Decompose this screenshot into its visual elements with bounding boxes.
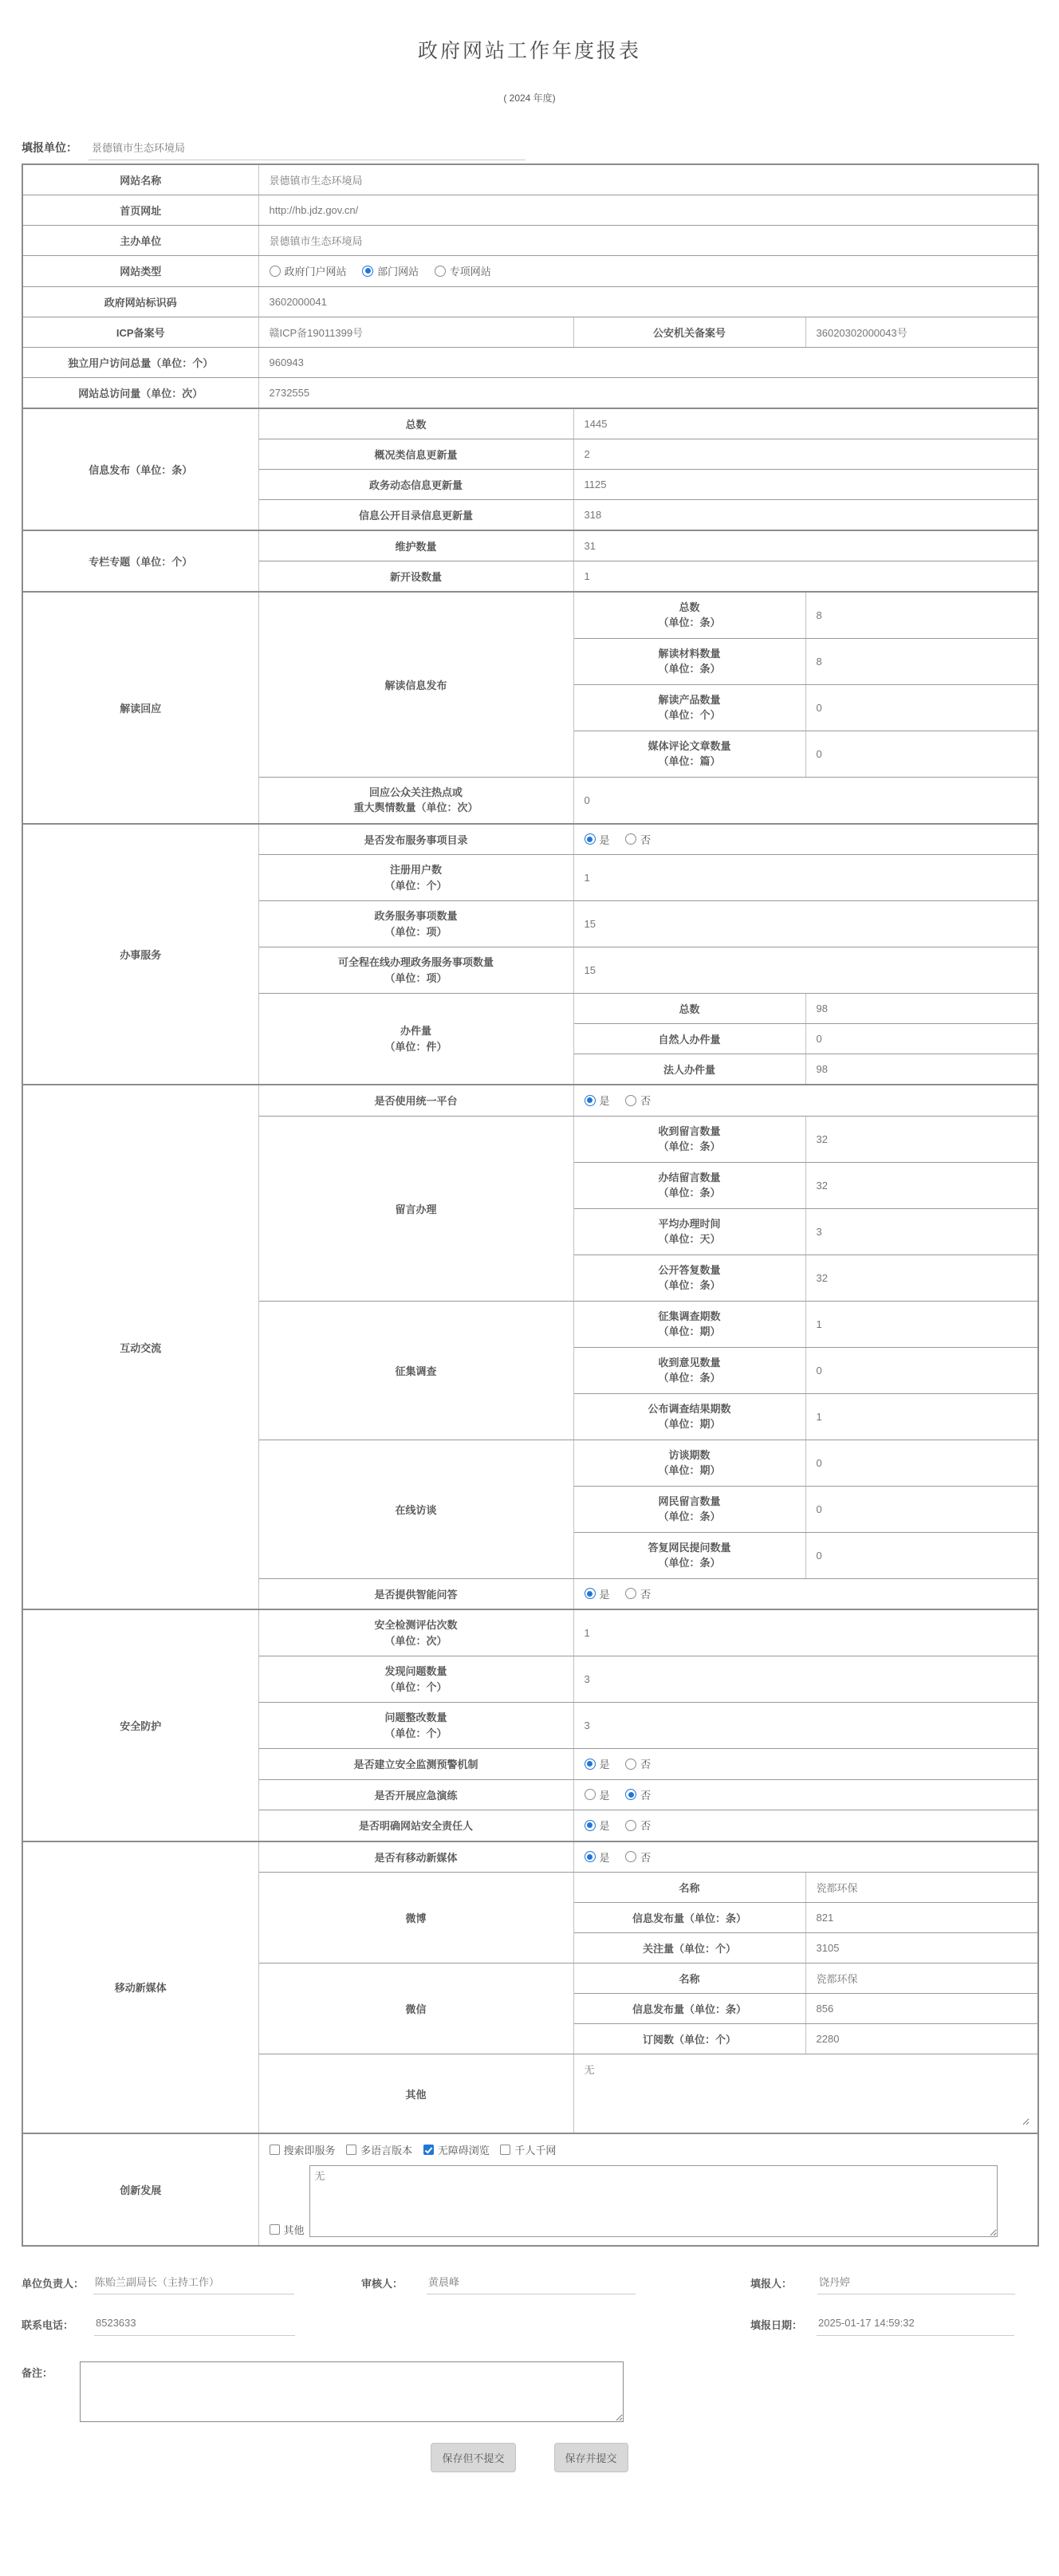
radio-icon[interactable] bbox=[625, 1820, 636, 1831]
field-value: 0 bbox=[573, 777, 1038, 824]
checkbox-option-accessibility[interactable]: 无障碍浏览 bbox=[423, 2142, 490, 2157]
field-value: 3105 bbox=[805, 1933, 1038, 1964]
field-label: ICP备案号 bbox=[22, 317, 258, 347]
field-value: 31 bbox=[573, 530, 1038, 561]
radio-icon[interactable] bbox=[625, 1789, 636, 1800]
radio-icon[interactable] bbox=[362, 266, 373, 277]
section-label-interaction: 互动交流 bbox=[22, 1085, 258, 1609]
leader-field bbox=[22, 2274, 294, 2294]
field-label: 收到意见数量 （单位：条） bbox=[573, 1347, 805, 1393]
field-value: 3 bbox=[805, 1208, 1038, 1255]
section-label-service: 办事服务 bbox=[22, 824, 258, 1085]
date-input[interactable] bbox=[817, 2315, 1014, 2336]
radio-icon[interactable] bbox=[625, 1759, 636, 1770]
section-label-info-publish: 信息发布（单位：条） bbox=[22, 408, 258, 530]
field-label: 主办单位 bbox=[22, 226, 258, 256]
field-value: 32 bbox=[805, 1255, 1038, 1301]
other-media-textarea[interactable] bbox=[585, 2062, 1030, 2125]
field-label: 维护数量 bbox=[258, 530, 573, 561]
group-label-interpret-publish: 解读信息发布 bbox=[258, 592, 573, 778]
table-row bbox=[22, 317, 1038, 347]
radio-option-no[interactable]: 否 bbox=[625, 1818, 651, 1833]
field-label: 回应公众关注热点或 重大舆情数量（单位：次） bbox=[258, 777, 573, 824]
remark-label: 备注： bbox=[22, 2367, 53, 2379]
field-label: 独立用户访问总量（单位：个） bbox=[22, 347, 258, 377]
field-label: 发现问题数量 （单位：个） bbox=[258, 1656, 573, 1703]
leader-input[interactable] bbox=[93, 2274, 294, 2294]
report-unit-row bbox=[22, 140, 1037, 160]
field-value: 瓷都环保 bbox=[805, 1873, 1038, 1903]
checkbox-icon[interactable] bbox=[423, 2145, 434, 2155]
group-label-messages: 留言办理 bbox=[258, 1116, 573, 1301]
radio-icon[interactable] bbox=[625, 833, 636, 845]
remark-textarea[interactable] bbox=[80, 2361, 624, 2422]
field-label: 平均办理时间 （单位：天） bbox=[573, 1208, 805, 1255]
field-value: 2 bbox=[573, 439, 1038, 469]
field-label: 解读产品数量 （单位：个） bbox=[573, 684, 805, 731]
group-label-weibo: 微博 bbox=[258, 1873, 573, 1964]
table-row bbox=[22, 2133, 1038, 2246]
table-row bbox=[22, 256, 1038, 287]
radio-icon[interactable] bbox=[625, 1095, 636, 1106]
field-value: 98 bbox=[805, 1054, 1038, 1085]
remark-field bbox=[22, 2361, 1037, 2422]
field-value: 15 bbox=[573, 901, 1038, 947]
field-label: 信息公开目录信息更新量 bbox=[258, 499, 573, 530]
home-url-value: http://hb.jdz.gov.cn/ bbox=[258, 195, 1038, 226]
field-label: 安全检测评估次数 （单位：次） bbox=[258, 1609, 573, 1656]
table-row bbox=[22, 226, 1038, 256]
field-label: 关注量（单位：个） bbox=[573, 1933, 805, 1964]
has-media-options bbox=[573, 1841, 1038, 1873]
field-label: 答复网民提问数量 （单位：条） bbox=[573, 1532, 805, 1578]
checkbox-icon[interactable] bbox=[346, 2145, 356, 2155]
section-label-interpretation: 解读回应 bbox=[22, 592, 258, 824]
group-label-volume: 办件量 （单位：件） bbox=[258, 994, 573, 1085]
field-value: 0 bbox=[805, 1024, 1038, 1054]
radio-label: 部门网站 bbox=[377, 266, 419, 278]
checkbox-icon[interactable] bbox=[500, 2145, 510, 2155]
field-label: 新开设数量 bbox=[258, 561, 573, 592]
emergency-drill-options bbox=[573, 1779, 1038, 1810]
section-label-security: 安全防护 bbox=[22, 1609, 258, 1841]
date-field bbox=[750, 2315, 1014, 2336]
radio-option-portal[interactable] bbox=[270, 263, 347, 278]
field-value: 856 bbox=[805, 1994, 1038, 2024]
field-label: 媒体评论文章数量 （单位：篇） bbox=[573, 731, 805, 777]
phone-field bbox=[22, 2315, 295, 2336]
field-value: 0 bbox=[805, 731, 1038, 777]
field-label: 政务服务事项数量 （单位：项） bbox=[258, 901, 573, 947]
field-label: 问题整改数量 （单位：个） bbox=[258, 1703, 573, 1749]
field-value: 0 bbox=[805, 1347, 1038, 1393]
field-value: 2280 bbox=[805, 2024, 1038, 2054]
field-label: 信息发布量（单位：条） bbox=[573, 1994, 805, 2024]
radio-option-no[interactable]: 否 bbox=[625, 1849, 651, 1865]
radio-icon[interactable] bbox=[585, 833, 596, 845]
field-label: 解读材料数量 （单位：条） bbox=[573, 638, 805, 684]
checkbox-option-other[interactable]: 其他 bbox=[270, 2222, 305, 2237]
checkbox-icon[interactable] bbox=[270, 2224, 280, 2235]
field-label: 公安机关备案号 bbox=[573, 317, 805, 347]
unified-platform-options bbox=[573, 1085, 1038, 1116]
field-label: 政务动态信息更新量 bbox=[258, 469, 573, 499]
section-label-new-media: 移动新媒体 bbox=[22, 1841, 258, 2134]
report-unit-label: 填报单位： bbox=[22, 141, 77, 154]
radio-icon[interactable] bbox=[625, 1851, 636, 1862]
checkbox-option-qianren[interactable]: 千人千网 bbox=[500, 2142, 556, 2157]
table-row bbox=[22, 408, 1038, 439]
radio-option-special[interactable] bbox=[435, 263, 491, 278]
annual-report-table bbox=[22, 163, 1039, 2247]
field-label: 访谈期数 （单位：期） bbox=[573, 1440, 805, 1486]
other-media-cell bbox=[573, 2054, 1038, 2134]
field-label: 收到留言数量 （单位：条） bbox=[573, 1116, 805, 1162]
field-label: 总数 （单位：条） bbox=[573, 592, 805, 639]
field-value: 0 bbox=[805, 1440, 1038, 1486]
field-value: 32 bbox=[805, 1116, 1038, 1162]
radio-icon[interactable] bbox=[585, 1759, 596, 1770]
radio-label: 政府门户网站 bbox=[284, 266, 347, 278]
filler-label: 填报人： bbox=[750, 2278, 793, 2290]
field-label: 网站名称 bbox=[22, 164, 258, 195]
radio-icon[interactable] bbox=[585, 1851, 596, 1862]
field-label: 法人办件量 bbox=[573, 1054, 805, 1085]
field-value: 1125 bbox=[573, 469, 1038, 499]
phone-label: 联系电话： bbox=[22, 2319, 74, 2331]
field-value: 318 bbox=[573, 499, 1038, 530]
form-footer bbox=[22, 2274, 1037, 2472]
icp-value: 赣ICP备19011399号 bbox=[258, 317, 573, 347]
field-label: 名称 bbox=[573, 1873, 805, 1903]
field-label: 是否有移动新媒体 bbox=[258, 1841, 573, 1873]
innovation-cell bbox=[258, 2133, 1038, 2246]
field-label: 是否使用统一平台 bbox=[258, 1085, 573, 1116]
service-catalog-options bbox=[573, 824, 1038, 855]
table-row bbox=[22, 286, 1038, 317]
site-name-value: 景德镇市生态环境局 bbox=[258, 164, 1038, 195]
field-label: 是否明确网站安全责任人 bbox=[258, 1810, 573, 1841]
field-label: 概况类信息更新量 bbox=[258, 439, 573, 469]
radio-icon[interactable] bbox=[435, 266, 446, 277]
field-value: 32 bbox=[805, 1162, 1038, 1208]
field-value: 0 bbox=[805, 1532, 1038, 1578]
table-row bbox=[22, 377, 1038, 408]
checkbox-option-search-service[interactable]: 搜索即服务 bbox=[270, 2142, 336, 2157]
radio-label: 专项网站 bbox=[449, 266, 491, 278]
group-label-interview: 在线访谈 bbox=[258, 1440, 573, 1578]
filler-input[interactable] bbox=[817, 2274, 1015, 2294]
table-row bbox=[22, 164, 1038, 195]
field-label: 可全程在线办理政务服务事项数量 （单位：项） bbox=[258, 947, 573, 994]
reviewer-label: 审核人： bbox=[361, 2278, 404, 2290]
table-row bbox=[22, 1085, 1038, 1116]
field-value: 1 bbox=[573, 561, 1038, 592]
radio-option-yes[interactable]: 是 bbox=[585, 1849, 610, 1865]
field-label: 政府网站标识码 bbox=[22, 286, 258, 317]
radio-option-yes[interactable]: 是 bbox=[585, 1787, 610, 1802]
radio-icon[interactable] bbox=[625, 1588, 636, 1599]
table-row bbox=[22, 1609, 1038, 1656]
field-label: 信息发布量（单位：条） bbox=[573, 1903, 805, 1933]
radio-icon[interactable] bbox=[585, 1789, 596, 1800]
unique-visitors-value: 960943 bbox=[258, 347, 1038, 377]
field-value: 3 bbox=[573, 1656, 1038, 1703]
field-value: 瓷都环保 bbox=[805, 1964, 1038, 1994]
field-value: 1 bbox=[573, 1609, 1038, 1656]
radio-option-no[interactable]: 否 bbox=[625, 1586, 651, 1601]
field-label: 总数 bbox=[258, 408, 573, 439]
field-value: 8 bbox=[805, 638, 1038, 684]
table-row bbox=[22, 195, 1038, 226]
table-row bbox=[22, 530, 1038, 561]
radio-icon[interactable] bbox=[270, 266, 281, 277]
save-submit-button[interactable]: 保存并提交 bbox=[554, 2443, 628, 2472]
reviewer-field bbox=[361, 2274, 636, 2294]
radio-icon[interactable] bbox=[585, 1820, 596, 1831]
section-label-innovation: 创新发展 bbox=[22, 2133, 258, 2246]
field-label: 是否发布服务事项目录 bbox=[258, 824, 573, 855]
radio-option-yes[interactable]: 是 bbox=[585, 1756, 610, 1771]
field-label: 公开答复数量 （单位：条） bbox=[573, 1255, 805, 1301]
checkbox-icon[interactable] bbox=[270, 2145, 280, 2155]
checkbox-option-multilingual[interactable]: 多语言版本 bbox=[346, 2142, 412, 2157]
field-label: 自然人办件量 bbox=[573, 1024, 805, 1054]
field-value: 1445 bbox=[573, 408, 1038, 439]
field-label: 公布调查结果期数 （单位：期） bbox=[573, 1393, 805, 1440]
radio-option-no[interactable]: 否 bbox=[625, 1787, 651, 1802]
field-label: 网民留言数量 （单位：条） bbox=[573, 1486, 805, 1532]
report-unit-value: 景德镇市生态环境局 bbox=[89, 140, 526, 160]
field-label: 办结留言数量 （单位：条） bbox=[573, 1162, 805, 1208]
field-label: 网站类型 bbox=[22, 256, 258, 287]
field-value: 1 bbox=[573, 855, 1038, 901]
site-code-value: 3602000041 bbox=[258, 286, 1038, 317]
security-monitor-options bbox=[573, 1749, 1038, 1780]
radio-option-yes[interactable]: 是 bbox=[585, 1586, 610, 1601]
radio-option-yes[interactable]: 是 bbox=[585, 832, 610, 847]
field-label: 总数 bbox=[573, 994, 805, 1024]
site-type-options bbox=[258, 256, 1038, 287]
field-value: 0 bbox=[805, 1486, 1038, 1532]
section-label-special-columns: 专栏专题（单位：个） bbox=[22, 530, 258, 592]
field-value: 0 bbox=[805, 684, 1038, 731]
field-value: 3 bbox=[573, 1703, 1038, 1749]
page-subtitle: ( 2024 年度) bbox=[503, 93, 556, 104]
field-label: 征集调查期数 （单位：期） bbox=[573, 1301, 805, 1347]
field-label: 名称 bbox=[573, 1964, 805, 1994]
table-row bbox=[22, 1841, 1038, 1873]
radio-option-department[interactable] bbox=[362, 263, 419, 278]
field-label: 网站总访问量（单位：次） bbox=[22, 377, 258, 408]
radio-icon[interactable] bbox=[585, 1588, 596, 1599]
field-value: 1 bbox=[805, 1393, 1038, 1440]
field-value: 98 bbox=[805, 994, 1038, 1024]
radio-option-no[interactable]: 否 bbox=[625, 832, 651, 847]
radio-option-yes[interactable]: 是 bbox=[585, 1093, 610, 1108]
action-buttons bbox=[22, 2443, 1037, 2472]
host-unit-value: 景德镇市生态环境局 bbox=[258, 226, 1038, 256]
table-row bbox=[22, 592, 1038, 639]
smart-qa-options bbox=[573, 1578, 1038, 1609]
police-record-value: 36020302000043号 bbox=[805, 317, 1038, 347]
field-value: 1 bbox=[805, 1301, 1038, 1347]
leader-label: 单位负责人： bbox=[22, 2278, 85, 2290]
group-label-survey: 征集调查 bbox=[258, 1301, 573, 1440]
field-label: 注册用户数 （单位：个） bbox=[258, 855, 573, 901]
radio-icon[interactable] bbox=[585, 1095, 596, 1106]
radio-option-no[interactable]: 否 bbox=[625, 1756, 651, 1771]
reviewer-input[interactable] bbox=[427, 2274, 636, 2294]
field-label: 是否建立安全监测预警机制 bbox=[258, 1749, 573, 1780]
filler-field bbox=[750, 2274, 1015, 2294]
table-row bbox=[22, 347, 1038, 377]
total-visits-value: 2732555 bbox=[258, 377, 1038, 408]
group-label-other-media: 其他 bbox=[258, 2054, 573, 2134]
phone-input[interactable] bbox=[94, 2315, 295, 2336]
radio-option-no[interactable]: 否 bbox=[625, 1093, 651, 1108]
date-label: 填报日期： bbox=[750, 2319, 803, 2331]
field-label: 是否开展应急演练 bbox=[258, 1779, 573, 1810]
radio-option-yes[interactable]: 是 bbox=[585, 1818, 610, 1833]
field-value: 15 bbox=[573, 947, 1038, 994]
table-row bbox=[22, 824, 1038, 855]
field-value: 821 bbox=[805, 1903, 1038, 1933]
page-title: 政府网站工作年度报表 bbox=[417, 40, 641, 62]
field-label: 订阅数（单位：个） bbox=[573, 2024, 805, 2054]
field-value: 8 bbox=[805, 592, 1038, 639]
group-label-wechat: 微信 bbox=[258, 1964, 573, 2054]
field-label: 首页网址 bbox=[22, 195, 258, 226]
save-no-submit-button[interactable]: 保存但不提交 bbox=[431, 2443, 515, 2472]
field-label: 是否提供智能问答 bbox=[258, 1578, 573, 1609]
innovation-checkbox-row bbox=[270, 2142, 1030, 2157]
innovation-detail-textarea[interactable] bbox=[309, 2165, 998, 2237]
security-owner-options bbox=[573, 1810, 1038, 1841]
